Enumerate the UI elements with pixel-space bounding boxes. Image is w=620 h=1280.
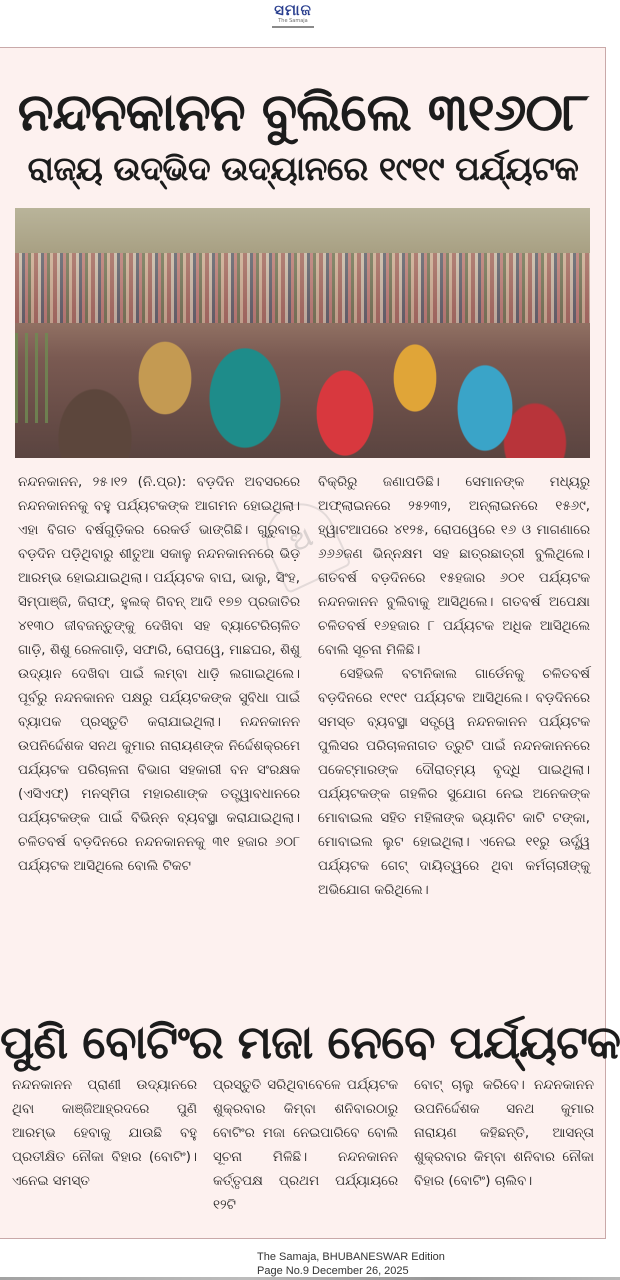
article2-paragraph-3: ବୋଟ୍ ଚାଲୁ କରିବେ। ନନ୍ଦନକାନନ ଉପନିର୍ଦ୍ଦେଶକ ସନଥ କୁମାର ନାରାୟଣ କହିଛନ୍ତି, ଆସନ୍ତା ଶୁକ୍ରବାର କିମ୍ବା ଶନିବାର ନୌକା ବିହାର (ବୋଟିଂ) ଚାଲିବ। (414, 1078, 594, 1189)
page-info: Page No.9 December 26, 2025 (257, 1265, 409, 1277)
logo-text: ସମାଜ (274, 1, 312, 19)
article2-headline: ପୁଣି ବୋଟିଂର ମଜା ନେବେ ପର୍ଯ୍ୟଟକ (0, 1015, 620, 1069)
photo-crowd (15, 253, 590, 323)
newspaper-masthead (0, 0, 620, 42)
photo-fence (15, 333, 55, 423)
article1-subheadline: ରାଜ୍ୟ ଉଦ୍ଭିଦ ଉଦ୍ୟାନରେ ୧୯୧୯ ପର୍ଯ୍ୟଟକ (27, 149, 579, 188)
article1-paragraph-1: ନନ୍ଦନକାନନ, ୨୫।୧୨ (ନି.ପ୍ର): ବଡ଼ଦିନ ଅବସରରେ ନନ୍ଦନକାନନକୁ ବହୁ ପର୍ଯ୍ୟଟକଙ୍କ ଆଗମନ ହୋଇଥିଲା। ଏହା ବିଗତ ବର୍ଷଗୁଡ଼ିକର ରେକର୍ଡ ଭାଙ୍ଗିଛି। ଗୁରୁବାର ବଡ଼ଦିନ ପଡ଼ିଥିବାରୁ ଶୀତୁଆ ସକାଳୁ ନନ୍ଦନକାନନରେ ଭିଡ଼ ଆରମ୍ଭ ହୋଇଯାଇଥିଲା। ପର୍ଯ୍ୟଟକ ବାଘ, ଭାଲୁ, ସିଂହ, ସିମ୍ପାଞ୍ଜି, ଜିରାଫ୍, ହୁଲକ୍ ଗିବନ୍ ଆଦି ୧୭୭ ପ୍ରଜାତିର ୪୧୩୦ ଜୀବଜନ୍ତୁଙ୍କୁ ଦେଖିବା ସହ ବ୍ୟାଟେରିଚାଳିତ ଗାଡ଼ି, ଶିଶୁ ରେଳଗାଡ଼ି, ସଫାରି, ରୋପୱେ, ମାଛଘର, ଶିଶୁ ଉଦ୍ୟାନ ଦେଖିବା ପାଇଁ ଲମ୍ବା ଧାଡ଼ି ଲଗାଇଥିଲେ। ପୂର୍ବରୁ ନନ୍ଦନକାନନ ପକ୍ଷରୁ ପର୍ଯ୍ୟଟକଙ୍କ ସୁବିଧା ପାଇଁ ବ୍ୟାପକ ପ୍ରସ୍ତୁତି କରାଯାଇଥିଲା। ନନ୍ଦନକାନନ ଉପନିର୍ଦ୍ଦେଶକ ସନଥ କୁମାର ନାରାୟଣଙ୍କ ନିର୍ଦ୍ଦେଶକ୍ରମେ ପର୍ଯ୍ୟଟକ ପରିଚାଳନା ବିଭାଗ ସହକାରୀ ବନ ସଂରକ୍ଷକ (ଏସିଏଫ୍) ମନସ୍ମିତା ମହାରଣାଙ୍କ ତତ୍ତ୍ୱାବଧାନରେ ପର୍ଯ୍ୟଟକଙ୍କ ପାଇଁ ବିଭିନ୍ନ ବ୍ୟବସ୍ଥା କରାଯାଇଥିଲା। ଚଳିତବର୍ଷ ବଡ଼ଦିନରେ ନନ୍ଦନକାନନକୁ ୩୧ ହଜାର ୬୦୮ ପର୍ଯ୍ୟଟକ ଆସିଥିଲେ ବୋଲି ଟିକଟ (18, 475, 300, 874)
logo-underline (272, 26, 314, 28)
news-clipping (0, 47, 620, 1239)
article1-column-1 (18, 471, 300, 879)
logo-subtext: The Samaja (278, 18, 308, 24)
watermark-icon: ଅ (254, 492, 351, 594)
article1-column-2 (318, 471, 590, 903)
article2-column-3 (414, 1074, 594, 1194)
crowd-photo (15, 208, 590, 458)
edition-name: The Samaja, BHUBANESWAR Edition (257, 1251, 445, 1263)
article2-paragraph-1: ନନ୍ଦନକାନନ ପ୍ରାଣୀ ଉଦ୍ୟାନରେ ଥିବା କାଞ୍ଜିଆହ୍ରଦରେ ପୁଣି ଆରମ୍ଭ ହେବାକୁ ଯାଉଛି ବହୁ ପ୍ରତୀକ୍ଷିତ ନୌକା ବିହାର (ବୋଟିଂ)। ଏନେଇ ସମସ୍ତ (12, 1078, 197, 1189)
article2-column-2 (213, 1074, 398, 1218)
article1-paragraph-3: ସେହିଭଳି ବଟାନିକାଲ ଗାର୍ଡେନକୁ ଚଳିତବର୍ଷ ବଡ଼ଦିନରେ ୧୯୧୯ ପର୍ଯ୍ୟଟକ ଆସିଥିଲେ। ବଡ଼ଦିନରେ ସମସ୍ତ ବ୍ୟବସ୍ଥା ସତ୍ତ୍ୱେ ନନ୍ଦନକାନନ ପର୍ଯ୍ୟଟକ ପୁଲିସର ପରିଚାଳନାଗତ ତ୍ରୁଟି ପାଇଁ ନନ୍ଦନକାନନରେ ପକେଟ୍‌ମାରଙ୍କ ଦୌରାତ୍ମ୍ୟ ବୃଦ୍ଧି ପାଇଥିଲା। ପର୍ଯ୍ୟଟକଙ୍କ ଗହଳିର ସୁଯୋଗ ନେଇ ଅନେକଙ୍କ ମୋବାଇଲ ସହିତ ମହିଳାଙ୍କ ଭ୍ୟାନିଟ କାଟି ଟଙ୍କା, ମୋବାଇଲ ଲୁଟ ହୋଇଥିଲା। ଏନେଇ ୧୧ରୁ ଊର୍ଦ୍ଧ୍ୱ ପର୍ଯ୍ୟଟକ ଗେଟ୍ ଦାୟିତ୍ୱରେ ଥିବା କର୍ମଚାରୀଙ୍କୁ ଅଭିଯୋଗ କରିଥିଲେ। (318, 667, 590, 898)
photo-trees-background (15, 208, 590, 253)
article1-paragraph-2: ବିକ୍ରିରୁ ଜଣାପଡିଛି। ସେମାନଙ୍କ ମଧ୍ୟରୁ ଅଫ୍‌ଲାଇନରେ ୨୫୨୩୨, ଅନ୍‌ଲାଇନରେ ୧୫୬୯, ହ୍ୱାଟଆପରେ ୪୧୨୫, ରୋପୱେରେ ୧୬ ଓ ମାଗଣାରେ ୬୬୬ଜଣ ଭିନ୍ନକ୍ଷମ ସହ ଛାତ୍ରଛାତ୍ରୀ ବୁଲିଥିଲେ। ଗତବର୍ଷ ବଡ଼ଦିନରେ ୧୫ହଜାର ୬୦୧ ପର୍ଯ୍ୟଟକ ନନ୍ଦନକାନନ ବୁଲିବାକୁ ଆସିଥିଲେ। ଗତବର୍ଷ ଅପେକ୍ଷା ଚଳିତବର୍ଷ ୧୬ହଜାର ୮ ପର୍ଯ୍ୟଟକ ଅଧିକ ଆସିଥିଲେ ବୋଲି ସୂଚନା ମିଳିଛି। (318, 475, 590, 658)
samaja-logo (258, 2, 328, 36)
edition-footer (257, 1250, 577, 1278)
article2-paragraph-2: ପ୍ରସ୍ତୁତି ସରିଥିବାବେଳେ ପର୍ଯ୍ୟଟକ ଶୁକ୍ରବାର କିମ୍ବା ଶନିବାରଠାରୁ ବୋଟିଂର ମଜା ନେଇପାରିବେ ବୋଲି ସୂଚନା ମିଳିଛି। ନନ୍ଦନକାନନ କର୍ତ୍ତୃପକ୍ଷ ପ୍ରଥମ ପର୍ଯ୍ୟାୟରେ ୧୨ଟି (213, 1078, 398, 1213)
article2-column-1 (12, 1074, 197, 1194)
article1-headline: ନନ୍ଦନକାନନ ବୁଲିଲେ ୩୧୬୦୮ (17, 83, 589, 143)
